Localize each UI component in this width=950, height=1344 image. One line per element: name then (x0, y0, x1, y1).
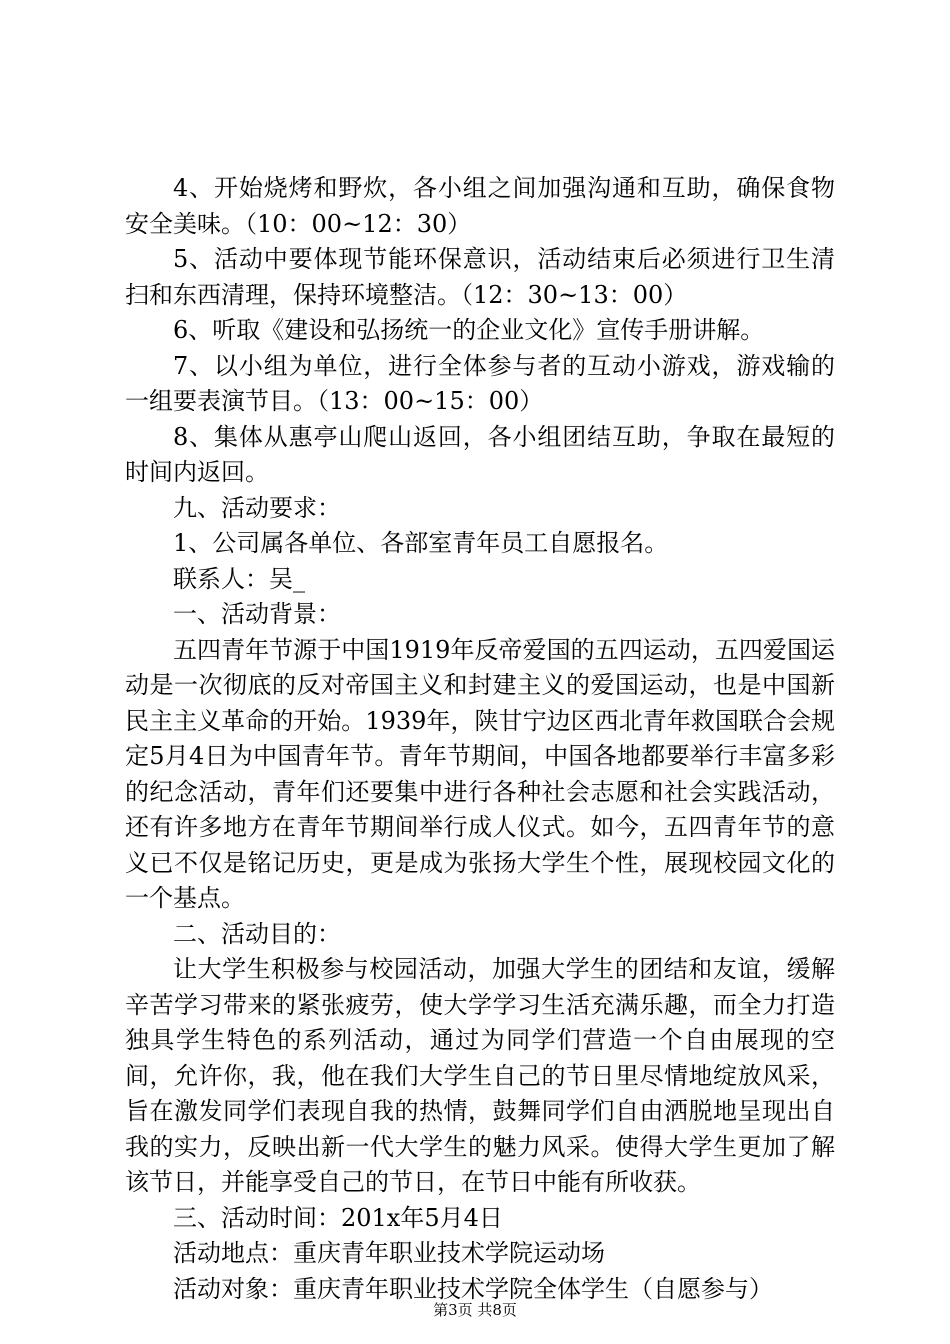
paragraph-step-4: 4、开始烧烤和野炊，各小组之间加强沟通和互助，确保食物安全美味。（10：00~12：30） (125, 174, 835, 238)
section-heading-purpose: 二、活动目的： (173, 919, 341, 948)
document-body (125, 171, 835, 1307)
paragraph-step-5: 5、活动中要体现节能环保意识，活动结束后必须进行卫生清扫和东西清理，保持环境整洁。（12：30~13：00） (125, 245, 835, 309)
paragraph-step-6: 6、听取《建设和弘扬统一的企业文化》宣传手册讲解。 (173, 316, 765, 344)
paragraph-activity-location: 活动地点：重庆青年职业技术学院运动场 (173, 1239, 605, 1267)
paragraph-requirement-1: 1、公司属各单位、各部室青年员工自愿报名。 (173, 529, 669, 557)
paragraph-purpose: 让大学生积极参与校园活动，加强大学生的团结和友谊，缓解辛苦学习带来的紧张疲劳，使大学学习生活充满乐趣，而全力打造独具学生特色的系列活动，通过为同学们营造一个自由展现的空间，允许你，我，他在我们大学生自己的节日里尽情地绽放风采，旨在激发同学们表现自我的热情，鼓舞同学们自由洒脱地呈现出自我的实力，反映出新一代大学生的魅力风采。使得大学生更加了解该节日，并能享受自己的节日，在节日中能有所收获。 (125, 955, 835, 1196)
page-number-footer: 第3页 共8页 (433, 1301, 517, 1319)
section-heading-requirements: 九、活动要求： (173, 493, 341, 522)
section-heading-background: 一、活动背景： (173, 600, 341, 628)
paragraph-contact: 联系人：吴_ (173, 564, 305, 593)
paragraph-step-7: 7、以小组为单位，进行全体参与者的互动小游戏，游戏输的一组要表演节目。（13：00~15：00） (125, 351, 835, 415)
paragraph-activity-participants: 活动对象：重庆青年职业技术学院全体学生（自愿参与） (173, 1274, 773, 1303)
paragraph-background: 五四青年节源于中国1919年反帝爱国的五四运动，五四爱国运动是一次彻底的反对帝国主义和封建主义的爱国运动，也是中国新民主主义革命的开始。1939年，陕甘宁边区西北青年救国联合会规定5月4日为中国青年节。青年节期间，中国各地都要举行丰富多彩的纪念活动，青年们还要集中进行各种社会志愿和社会实践活动，还有许多地方在青年节期间举行成人仪式。如今，五四青年节的意义已不仅是铭记历史，更是成为张扬大学生个性，展现校园文化的一个基点。 (125, 635, 835, 912)
paragraph-step-8: 8、集体从惠亭山爬山返回，各小组团结互助，争取在最短的时间内返回。 (125, 422, 835, 486)
paragraph-activity-time: 三、活动时间：201x年5月4日 (173, 1203, 503, 1232)
